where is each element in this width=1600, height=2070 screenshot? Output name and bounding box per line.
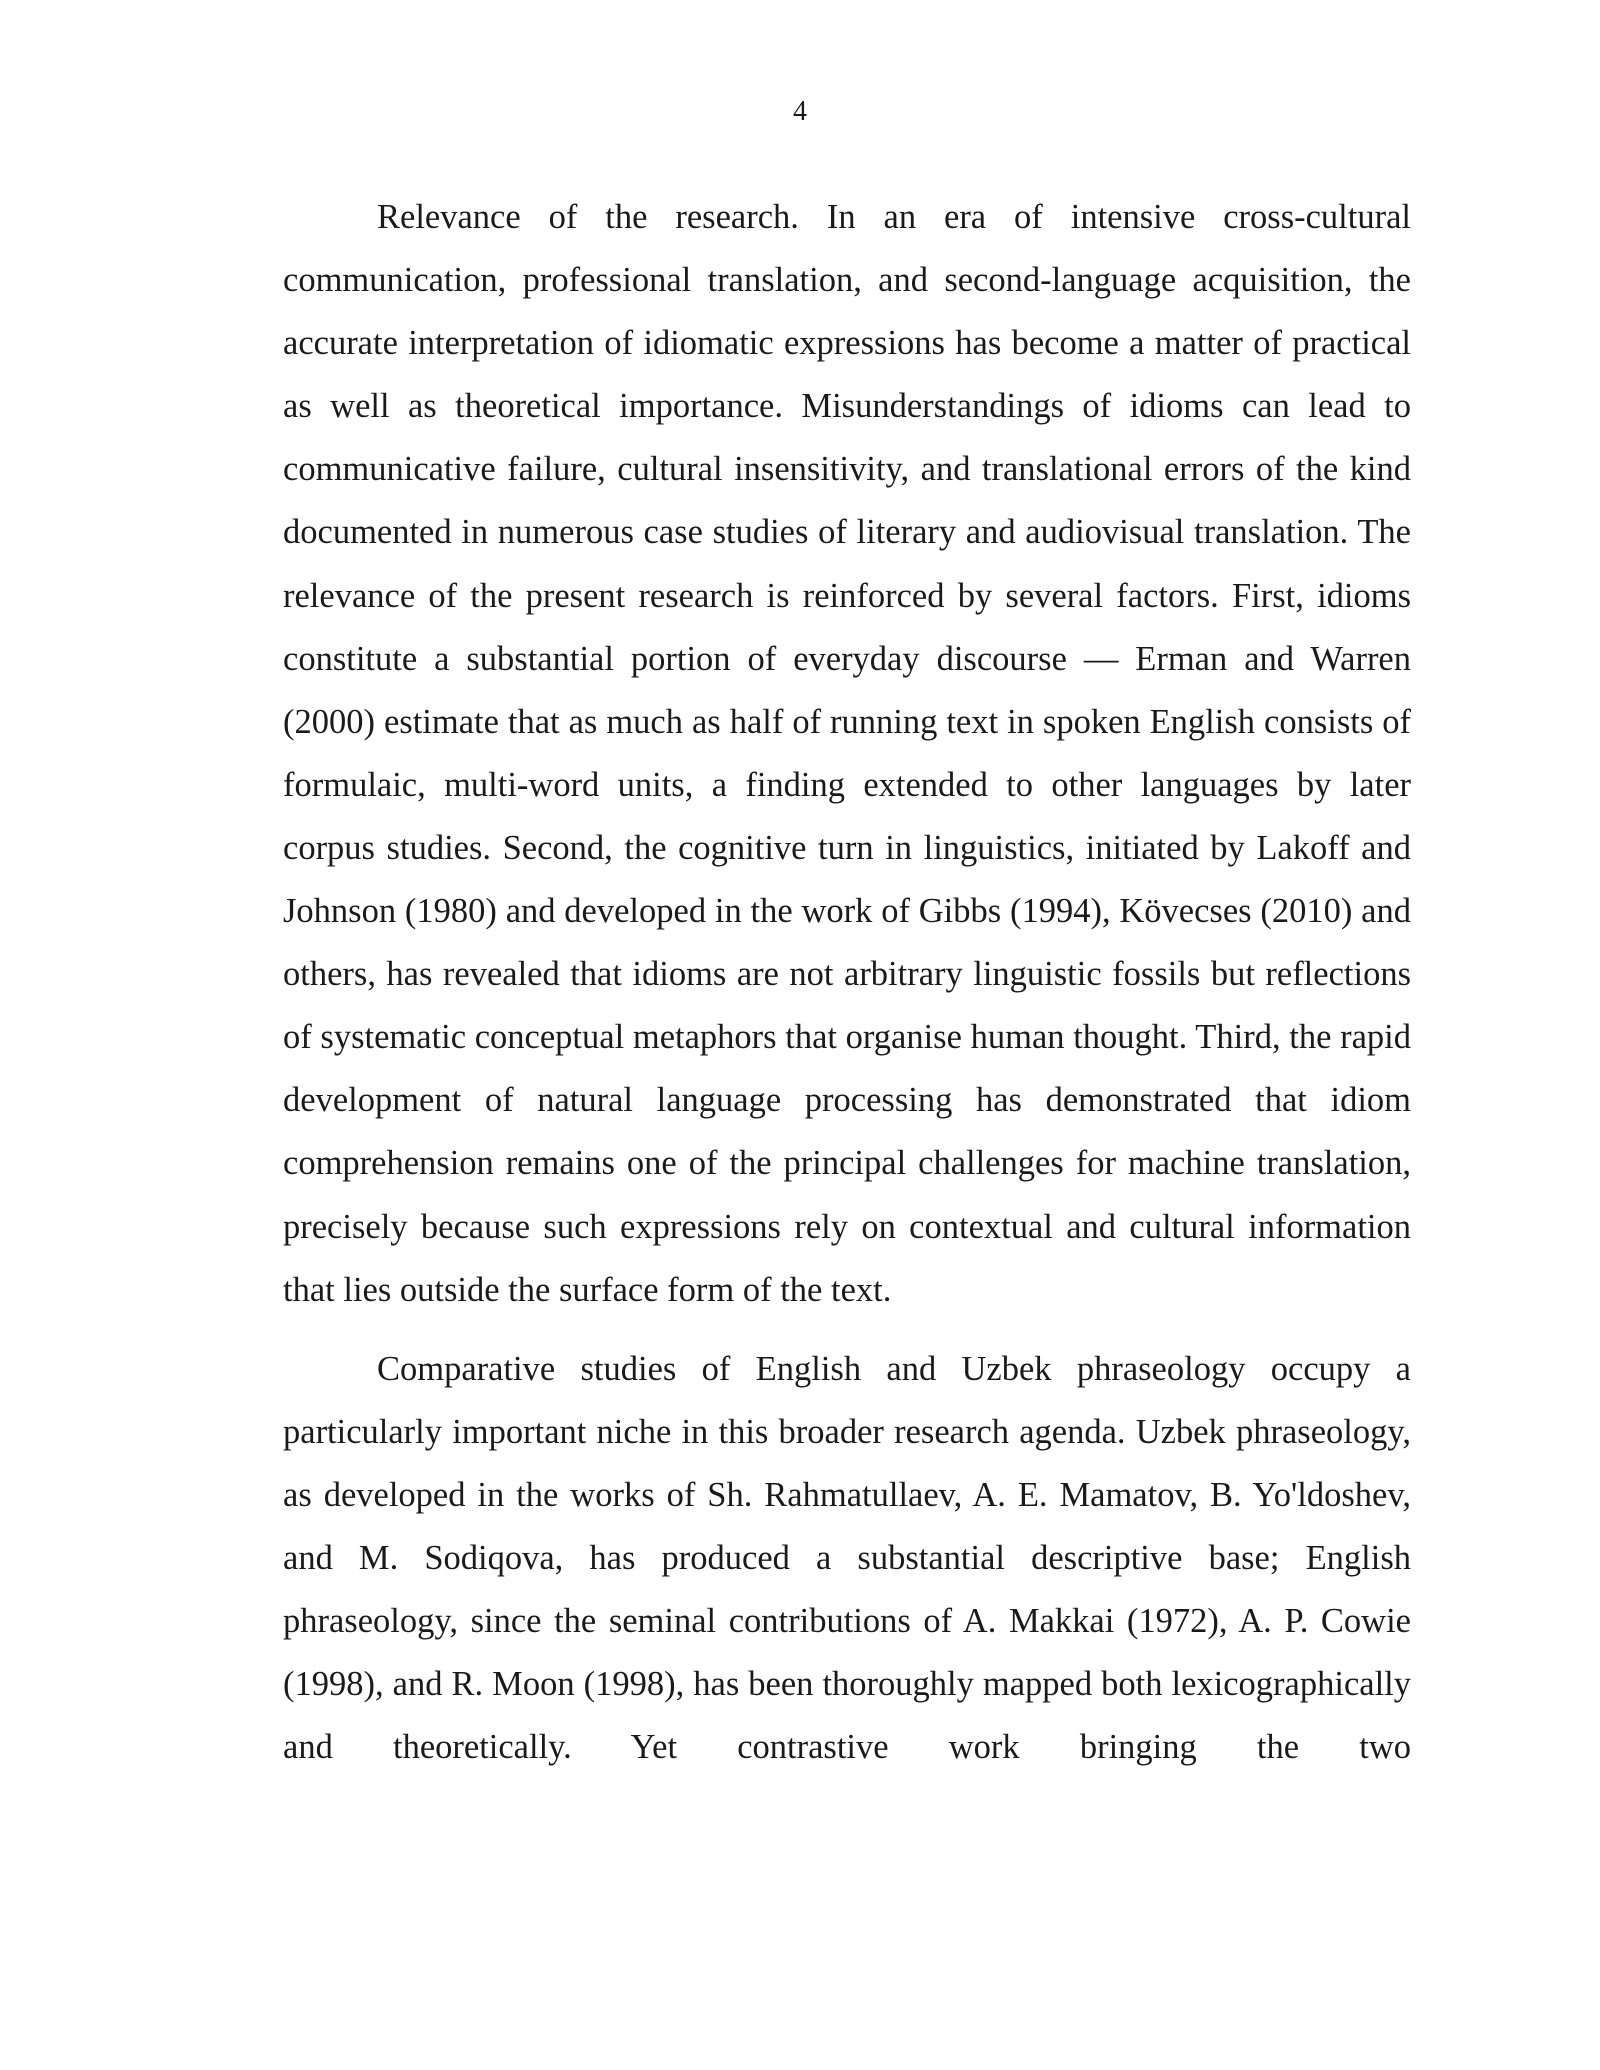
document-body <box>283 186 1411 1779</box>
page-number: 4 <box>793 96 807 127</box>
paragraph-relevance: Relevance of the research. In an era of intensive cross-cultural communication, professional translation, and second-language acquisition, the accurate interpretation of idiomatic expressions has become a matter of practical as well as theoretical importance. Misunderstandings of idioms can lead to communicative failure, cultural insensitivity, and translational errors of the kind documented in numerous case studies of literary and audiovisual translation. The relevance of the present research is reinforced by several factors. First, idioms constitute a substantial portion of everyday discourse — Erman and Warren (2000) estimate that as much as half of running text in spoken English consists of formulaic, multi-word units, a finding extended to other languages by later corpus studies. Second, the cognitive turn in linguistics, initiated by Lakoff and Johnson (1980) and developed in the work of Gibbs (1994), Kövecses (2010) and others, has revealed that idioms are not arbitrary linguistic fossils but reflections of systematic conceptual metaphors that organise human thought. Third, the rapid development of natural language processing has demonstrated that idiom comprehension remains one of the principal challenges for machine translation, precisely because such expressions rely on contextual and cultural information that lies outside the surface form of the text. <box>283 198 1411 1309</box>
paragraph-comparative-studies: Comparative studies of English and Uzbek phraseology occupy a particularly important niche in this broader research agenda. Uzbek phraseology, as developed in the works of Sh. Rahmatullaev, A. E. Mamatov, B. Yo'ldoshev, and M. Sodiqova, has produced a substantial descriptive base; English phraseology, since the seminal contributions of A. Makkai (1972), A. P. Cowie (1998), and R. Moon (1998), has been thoroughly mapped both lexicographically and theoretically. Yet contrastive work bringing the two <box>283 1349 1411 1767</box>
